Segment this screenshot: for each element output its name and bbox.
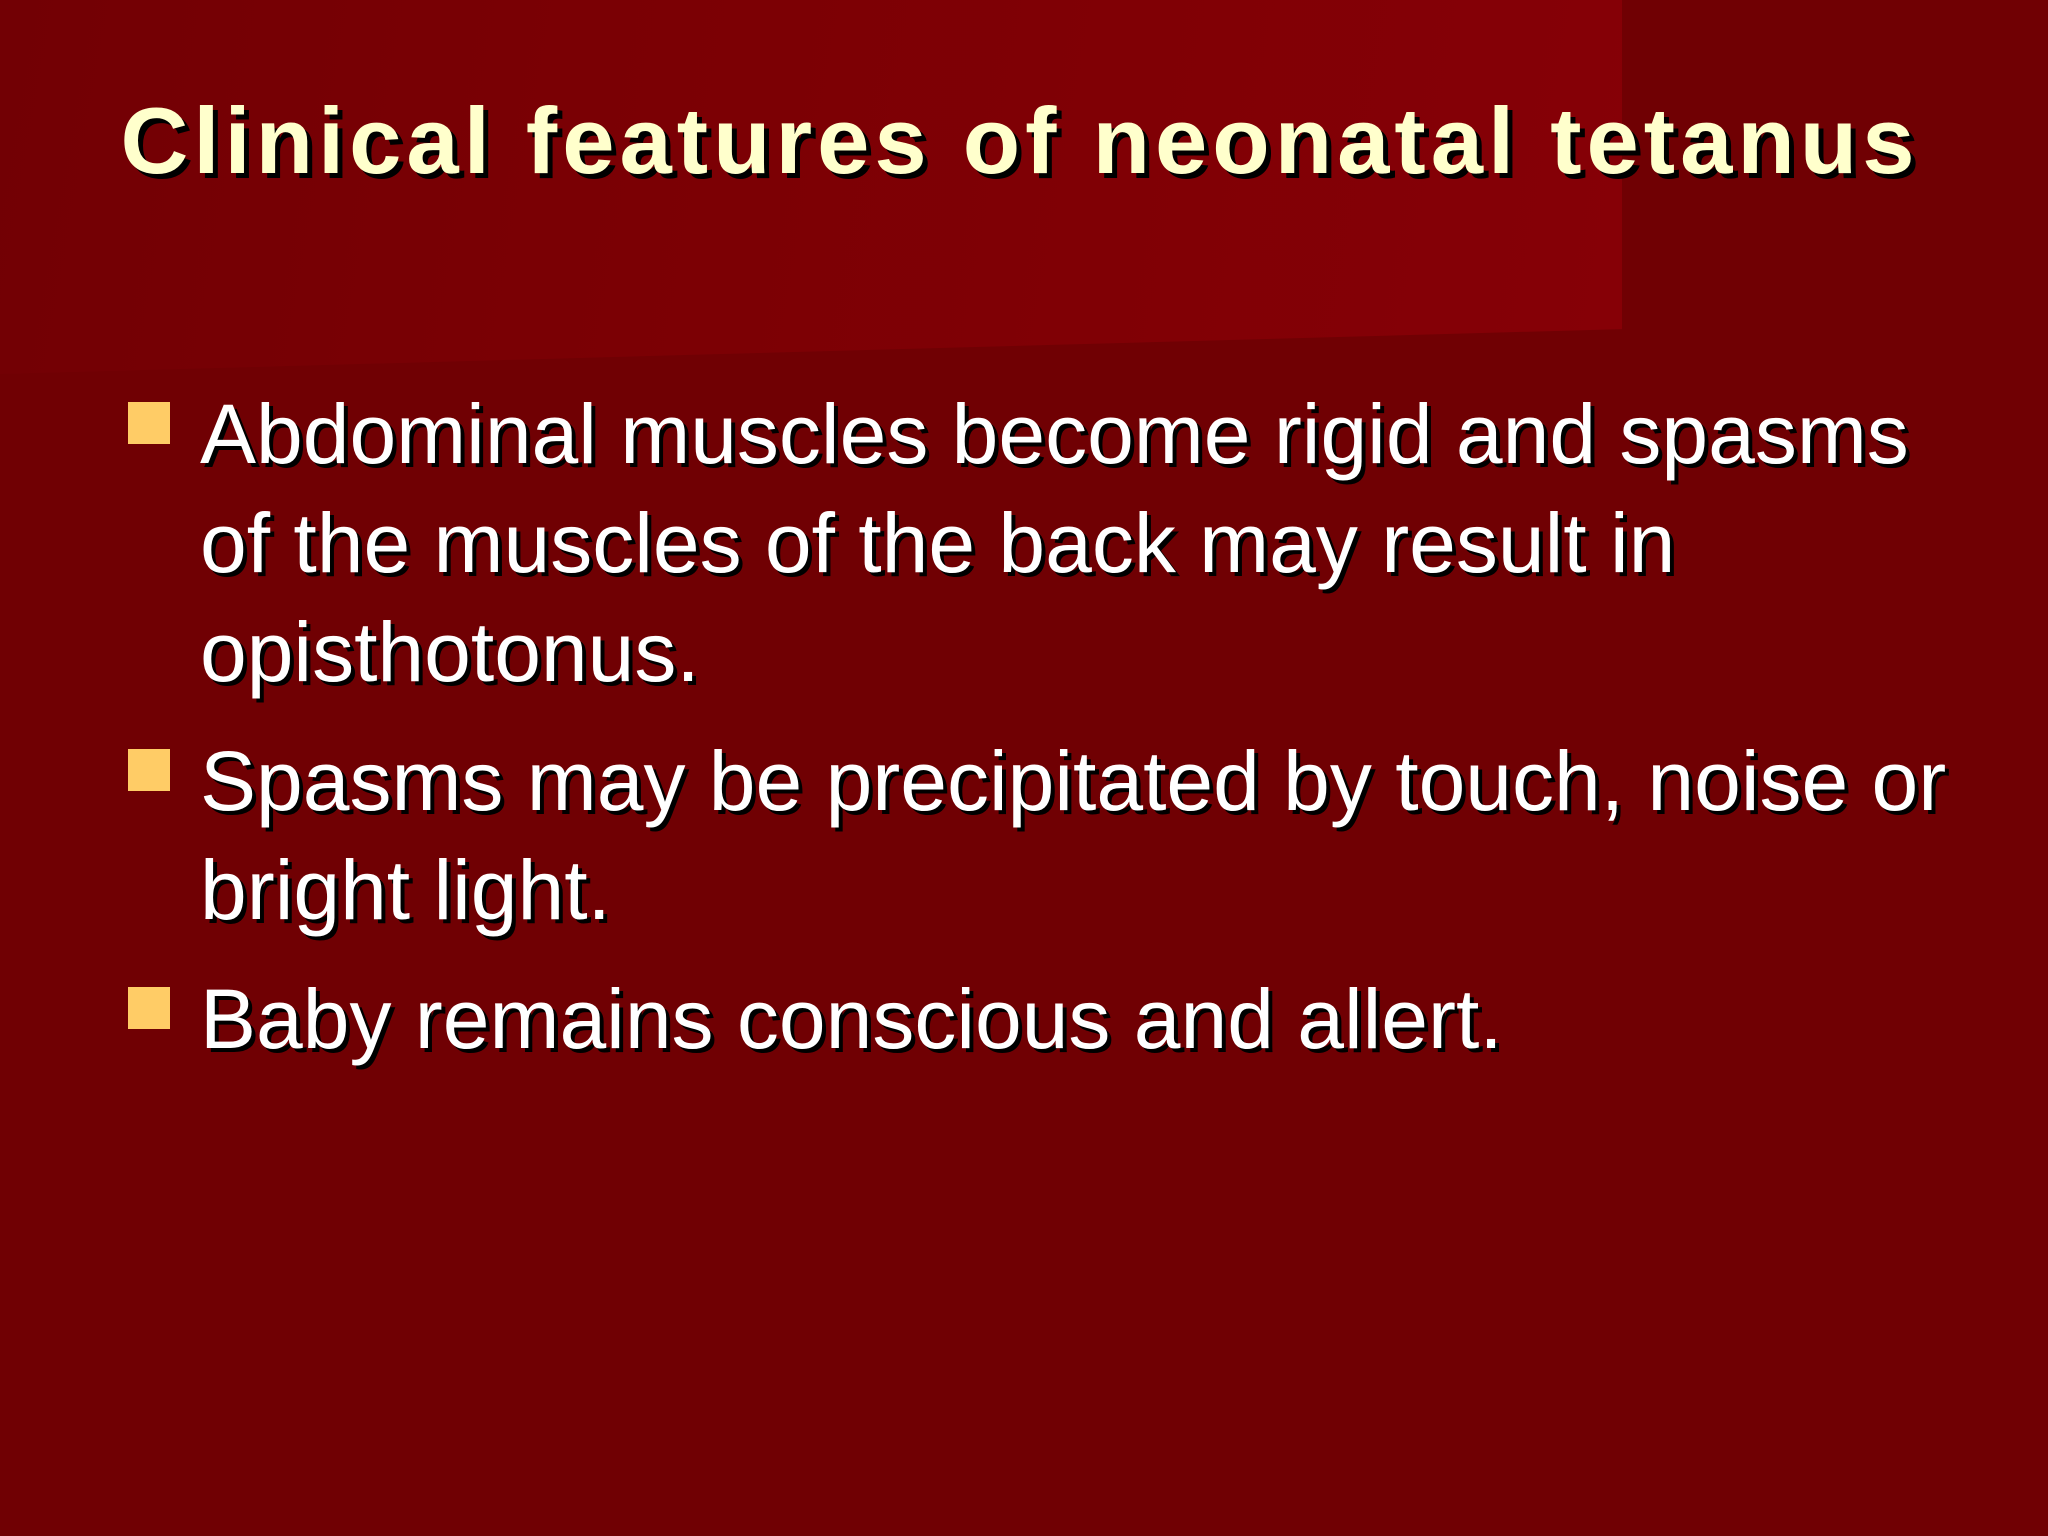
square-bullet-icon bbox=[128, 749, 170, 791]
bullet-text: Abdominal muscles become rigid and spasms of the muscles of the back may result in opisthotonus. bbox=[200, 387, 1909, 699]
bullet-text: Baby remains conscious and allert. bbox=[200, 972, 1503, 1066]
bullet-text: Spasms may be precipitated by touch, noise or bright light. bbox=[200, 734, 1947, 937]
bullet-item bbox=[128, 965, 1988, 1074]
bullet-item bbox=[128, 380, 1988, 707]
bullet-list bbox=[128, 380, 1988, 1094]
square-bullet-icon bbox=[128, 987, 170, 1029]
square-bullet-icon bbox=[128, 402, 170, 444]
slide-title: Clinical features of neonatal tetanus bbox=[120, 88, 1920, 193]
bullet-item bbox=[128, 727, 1988, 945]
